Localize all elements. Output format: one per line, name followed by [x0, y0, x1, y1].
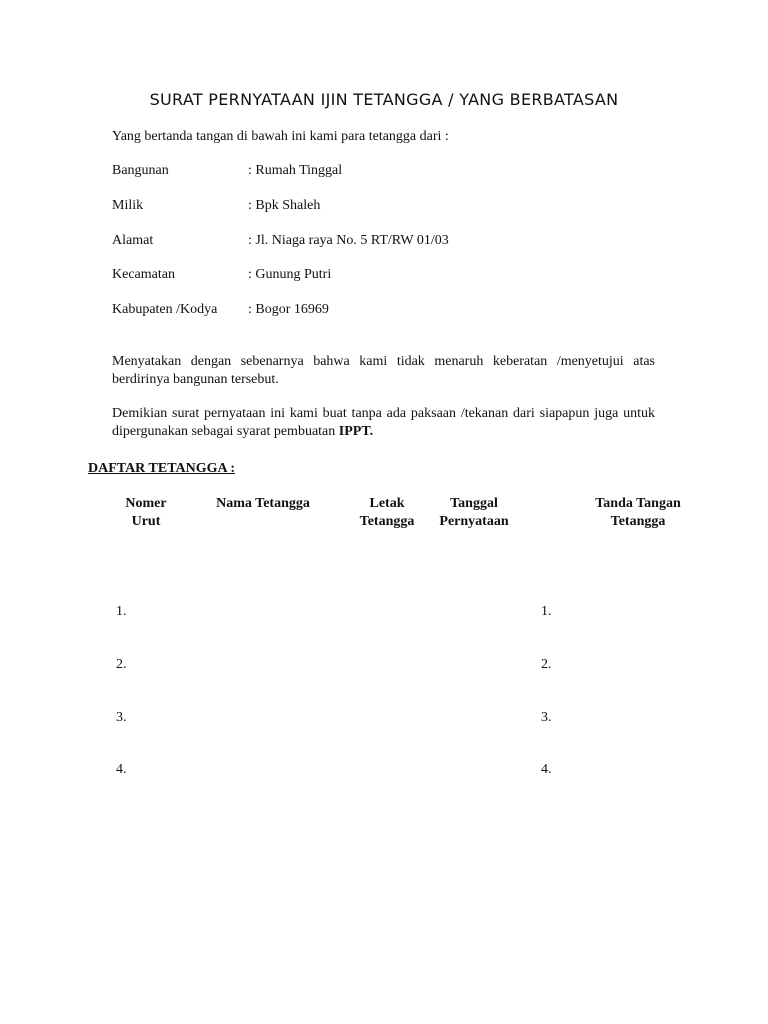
header-ttd-line1: Tanda Tangan — [595, 496, 681, 511]
field-label-kecamatan: Kecamatan — [112, 267, 175, 282]
field-label-kabupaten: Kabupaten /Kodya — [112, 302, 218, 317]
field-label-bangunan: Bangunan — [112, 163, 169, 178]
field-value-kecamatan: : Gunung Putri — [248, 267, 332, 282]
signature-number: 2. — [541, 657, 552, 672]
header-tanggal-line2: Pernyataan — [439, 514, 509, 529]
field-value-milik: : Bpk Shaleh — [248, 198, 321, 213]
signature-number: 1. — [541, 604, 552, 619]
row-number: 2. — [116, 657, 127, 672]
header-tanda-tangan — [578, 495, 698, 531]
field-value-alamat: : Jl. Niaga raya No. 5 RT/RW 01/03 — [248, 233, 449, 248]
header-tanggal-pernyataan — [429, 495, 519, 531]
header-letak-line1: Letak — [369, 496, 405, 511]
header-letak-line2: Tetangga — [359, 514, 415, 529]
header-nomer-line2: Urut — [131, 514, 161, 529]
signature-number: 4. — [541, 762, 552, 777]
header-nomer-urut — [106, 495, 186, 531]
header-letak-tetangga — [347, 495, 427, 531]
field-label-alamat: Alamat — [112, 233, 154, 248]
field-value-kabupaten: : Bogor 16969 — [248, 302, 329, 317]
row-number: 1. — [116, 604, 127, 619]
field-value-bangunan: : Rumah Tinggal — [248, 163, 343, 178]
field-label-milik: Milik — [112, 198, 144, 213]
document-title: SURAT PERNYATAAN IJIN TETANGGA / YANG BERBATASAN — [149, 90, 619, 109]
header-tanggal-line1: Tanggal — [450, 496, 498, 511]
closing-text: Demikian surat pernyataan ini kami buat tanpa ada paksaan /tekanan dari siapapun juga untuk dipergunakan sebagai syarat pembuatan — [112, 406, 655, 439]
statement-paragraph: Menyatakan dengan sebenarnya bahwa kami tidak menaruh keberatan /menyetujui atas berdirinya bangunan tersebut. — [112, 354, 655, 387]
header-ttd-line2: Tetangga — [610, 514, 666, 529]
header-nama-tetangga: Nama Tetangga — [216, 496, 310, 511]
signature-number: 3. — [541, 710, 552, 725]
closing-paragraph — [112, 405, 655, 441]
daftar-tetangga-heading: DAFTAR TETANGGA : — [88, 461, 236, 476]
header-nomer-line1: Nomer — [125, 496, 167, 511]
intro-text: Yang bertanda tangan di bawah ini kami para tetangga dari : — [112, 129, 449, 144]
closing-ippt: IPPT. — [338, 424, 374, 439]
row-number: 3. — [116, 710, 127, 725]
row-number: 4. — [116, 762, 127, 777]
